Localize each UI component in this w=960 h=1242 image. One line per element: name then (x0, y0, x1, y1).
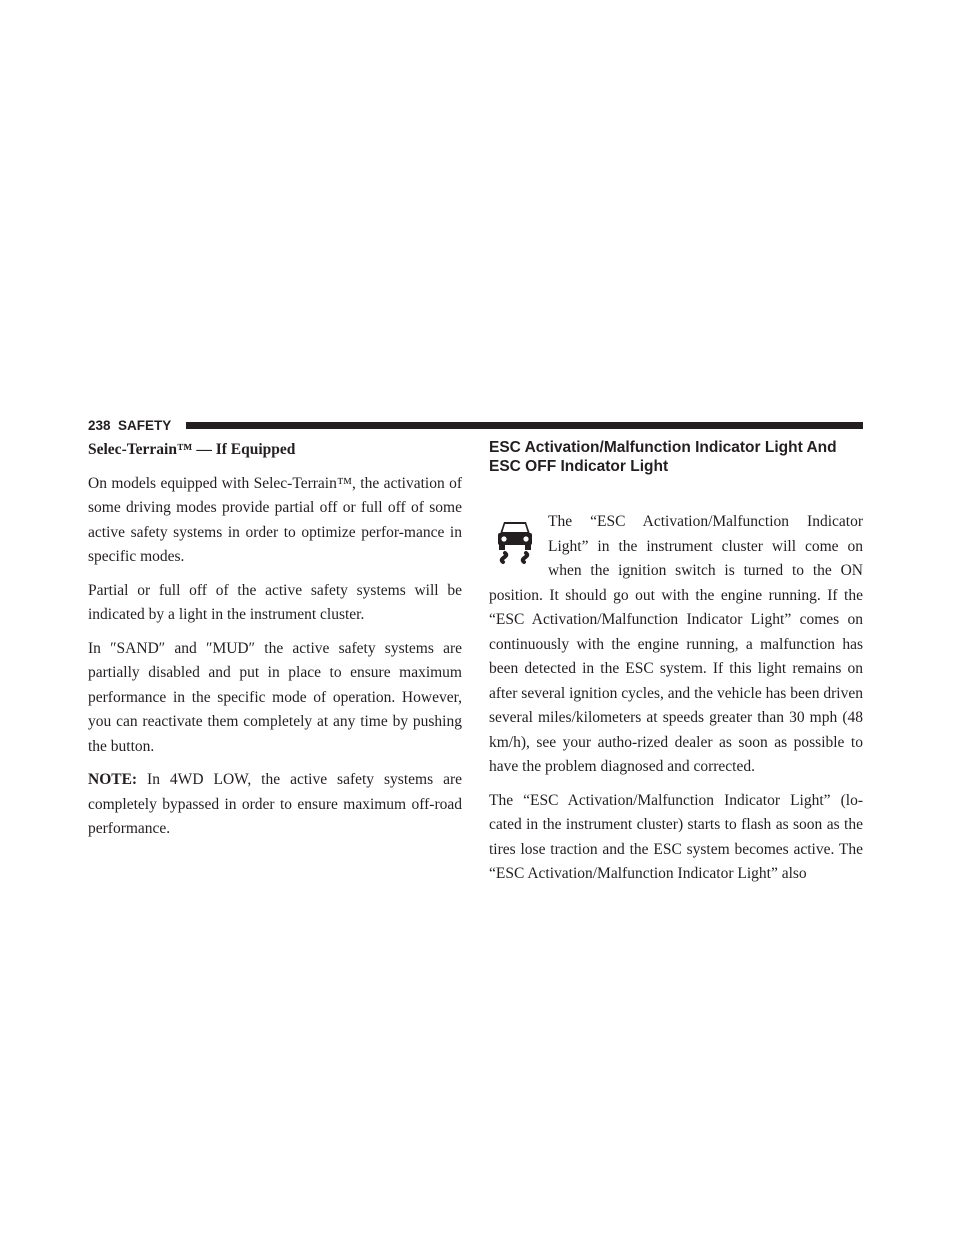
section-heading: ESC Activation/Malfunction Indicator Light And ESC OFF Indicator Light (489, 439, 837, 475)
note-text: In 4WD LOW, the active safety systems are completely bypassed in order to ensure maximum off-road performance. (88, 771, 462, 837)
paragraph: The “ESC Activation/Malfunction Indicator Light” (lo-cated in the instrument cluster) starts to flash as soon as the tires lose traction and the ESC system becomes active. The “ESC Activation/Malfunction Indicator Light” also (489, 791, 863, 882)
paragraph (489, 510, 863, 780)
header-rule (186, 422, 863, 429)
right-column (489, 438, 863, 896)
left-column (88, 438, 462, 851)
esc-skid-car-icon (489, 514, 541, 566)
paragraph: On models equipped with Selec-Terrain™, the activation of some driving modes provide partial off or full off of some active safety systems in order to optimize perfor-mance in specific modes. (88, 474, 462, 565)
paragraph: In ″SAND″ and ″MUD″ the active safety systems are partially disabled and put in place to ensure maximum performance in the specific mode of operation. However, you can reactivate them completely at any time by pushing the button. (88, 639, 462, 755)
paragraph: Partial or full off of the active safety systems will be indicated by a light in the instrument cluster. (88, 581, 462, 623)
note-paragraph (88, 768, 462, 842)
page-number: 238 (88, 418, 111, 433)
page-header (88, 417, 863, 435)
section-title: SAFETY (118, 418, 172, 433)
note-label: NOTE: (88, 771, 138, 788)
page-number-section (88, 417, 171, 435)
esc-paragraph-text: The “ESC Activation/Malfunction Indicator Light” in the instrument cluster will come on when the ignition switch is turned to the ON position. It should go out with the engine running. If the “ESC Activation/Malfunction Indicator Light” comes on continuously with the engine running, a malfunction has been detected in the ESC system. If this light remains on after several ignition cycles, and the vehicle has been driven several miles/kilometers at speeds greater than 30 mph (48 km/h), see your autho-rized dealer as soon as possible to have the problem diagnosed and corrected. (489, 513, 863, 775)
subsection-heading: Selec-Terrain™ — If Equipped (88, 441, 296, 458)
